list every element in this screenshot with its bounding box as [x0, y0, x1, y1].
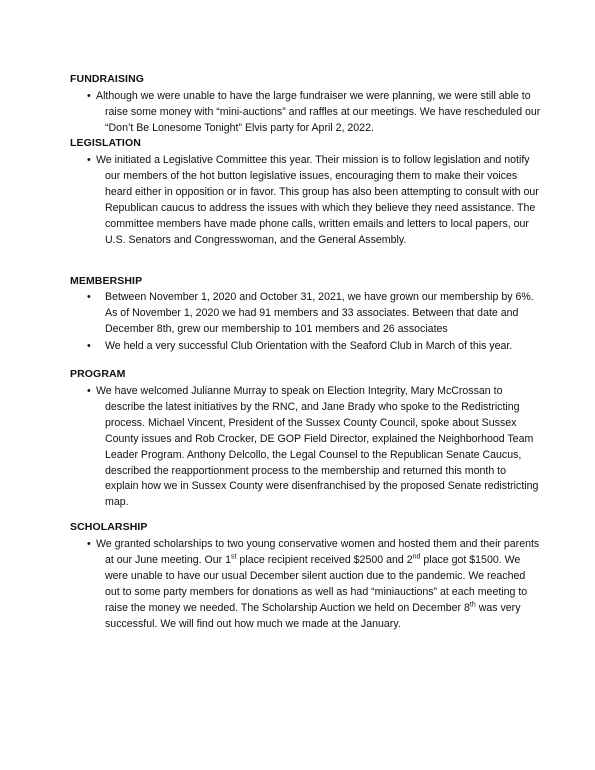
fundraising-bullet	[87, 89, 542, 137]
scholarship-bullet	[87, 537, 542, 632]
scholarship-text-1: We granted scholarships to two young conservative women and hosted them and their parents at our June meeting. Our 1	[96, 538, 540, 566]
legislation-heading: LEGISLATION	[70, 137, 141, 149]
bullet-marker: •	[87, 154, 91, 166]
legislation-bullet	[87, 153, 542, 248]
scholarship-text-2: place recipient received $2500 and 2	[236, 553, 413, 566]
ordinal-suffix: st	[231, 553, 237, 561]
fundraising-text: Although we were unable to have the large fundraiser we were planning, we were still able to raise some money with “mini-auctions” and raffles at our meetings. We have rescheduled our “Don’t Be Lonesome Tonight” Elvis party for April 2, 2022.	[96, 90, 541, 134]
program-bullet	[87, 384, 542, 511]
fundraising-heading: FUNDRAISING	[70, 73, 145, 85]
bullet-marker: •	[87, 90, 91, 102]
membership-bullet-1	[87, 290, 542, 338]
program-heading: PROGRAM	[70, 368, 126, 380]
bullet-marker: •	[87, 340, 91, 352]
membership-heading: MEMBERSHIP	[70, 275, 143, 287]
ordinal-suffix: nd	[412, 553, 421, 561]
bullet-marker: •	[87, 385, 91, 397]
bullet-marker: •	[87, 291, 91, 303]
membership-text-2: We held a very successful Club Orientation with the Seaford Club in March of this year.	[105, 340, 513, 352]
bullet-marker: •	[87, 538, 91, 550]
scholarship-text-3: place got $1500. We were unable to have our usual December silent auction due to the pandemic. We reached out to some party members for donations as well as had “miniauctions” at each meeting to raise the money we needed. The Scholarship Auction we held on December 8	[105, 553, 528, 614]
scholarship-heading: SCHOLARSHIP	[70, 521, 148, 533]
scholarship-text-4: was very successful. We will find out how much we made at the January.	[105, 601, 521, 630]
membership-bullet-2	[87, 339, 542, 355]
ordinal-suffix: th	[469, 601, 476, 609]
legislation-text: We initiated a Legislative Committee this year. Their mission is to follow legislation and notify our members of the hot button legislative issues, encouraging them to make their voices heard either in opposition or in favor. This group has also been attempting to consult with our Republican caucus to address the issues with which they believe they need assistance. The committee members have made phone calls, written emails and letters to local papers, our U.S. Senators and Congresswoman, and the General Assembly.	[96, 154, 539, 246]
program-text: We have welcomed Julianne Murray to speak on Election Integrity, Mary McCrossan to describe the latest initiatives by the RNC, and Jane Brady who spoke to the Redistricting process. Michael Vincent, President of the Sussex County Council, spoke about Sussex County issues and Rob Crocker, DE GOP Field Director, explained the Neighborhood Team Leader Program. Anthony Delcollo, the Legal Counsel to the Republican Senate Caucus, described the reapportionment process to the membership and returned this month to explain how we in Sussex County were disenfranchised by the proposed Senate redistricting map.	[96, 385, 539, 509]
membership-text-1: Between November 1, 2020 and October 31, 2021, we have grown our membership by 6%. As of November 1, 2020 we had 91 members and 33 associates. Between that date and December 8th, grew our membership to 101 members and 26 associates	[105, 291, 534, 335]
